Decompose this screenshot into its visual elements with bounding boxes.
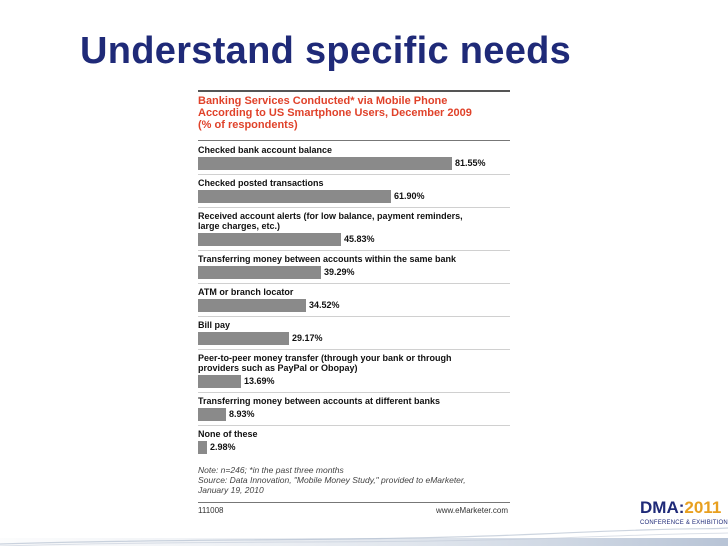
background-graphic — [0, 500, 728, 546]
chart-footer-id: 111008 — [198, 506, 224, 515]
row-separator — [198, 392, 510, 393]
bar — [198, 266, 321, 279]
chart-header-rule — [198, 140, 510, 141]
category-label: Peer-to-peer money transfer (through your bank or through providers such as PayPal or Obopay) — [198, 353, 452, 373]
data-label: 13.69% — [244, 376, 275, 386]
data-label: 61.90% — [394, 191, 425, 201]
dma-logo-text: DMA:2011 — [640, 498, 722, 517]
category-label: Checked posted transactions — [198, 178, 324, 188]
bar-track — [198, 332, 510, 345]
bar — [198, 157, 452, 170]
chart-row — [198, 287, 510, 312]
chart-title-line: (% of respondents) — [198, 119, 298, 131]
bar-track — [198, 375, 510, 388]
chart-row — [198, 254, 510, 279]
category-label: None of these — [198, 429, 258, 439]
row-separator — [198, 425, 510, 426]
row-separator — [198, 207, 510, 208]
bar — [198, 441, 207, 454]
bar-track — [198, 190, 510, 203]
data-label: 8.93% — [229, 409, 255, 419]
chart-title-line: Banking Services Conducted* via Mobile Phone — [198, 95, 448, 107]
row-separator — [198, 283, 510, 284]
bar-track — [198, 233, 510, 246]
chart-note-line: January 19, 2010 — [198, 485, 264, 495]
chart-note-line: Note: n=246; *in the past three months — [198, 465, 344, 475]
chart-row — [198, 429, 510, 454]
bar — [198, 233, 341, 246]
data-label: 39.29% — [324, 267, 355, 277]
row-separator — [198, 174, 510, 175]
row-separator — [198, 316, 510, 317]
chart-row — [198, 396, 510, 421]
chart-title — [198, 95, 508, 131]
category-label: Checked bank account balance — [198, 145, 333, 155]
bar — [198, 190, 391, 203]
chart-top-rule — [198, 90, 510, 92]
bar — [198, 332, 289, 345]
category-label: ATM or branch locator — [198, 287, 294, 297]
bar-track — [198, 408, 510, 421]
category-label: Transferring money between accounts at different banks — [198, 396, 441, 406]
data-label: 45.83% — [344, 234, 375, 244]
chart-footer-source: www.eMarketer.com — [435, 506, 508, 515]
chart-row — [198, 353, 510, 388]
bar-track — [198, 299, 510, 312]
bar — [198, 375, 241, 388]
dma-logo-subtitle: CONFERENCE & EXHIBITION — [640, 520, 728, 526]
chart-note — [198, 465, 510, 495]
data-label: 2.98% — [210, 442, 236, 452]
chart-row — [198, 320, 510, 345]
chart-title-line: According to US Smartphone Users, December 2009 — [198, 107, 472, 119]
chart-note-line: Source: Data Innovation, "Mobile Money Study," provided to eMarketer, — [198, 475, 466, 485]
bar-track — [198, 441, 510, 454]
row-separator — [198, 349, 510, 350]
category-label: Bill pay — [198, 320, 231, 330]
slide-title: Understand specific needs — [80, 30, 572, 72]
bar-track — [198, 157, 510, 170]
dma-logo — [640, 498, 728, 532]
row-separator — [198, 250, 510, 251]
bar — [198, 408, 226, 421]
bar — [198, 299, 306, 312]
chart-row — [198, 145, 510, 170]
data-label: 81.55% — [455, 158, 486, 168]
chart-row — [198, 178, 510, 203]
chart-row — [198, 211, 510, 246]
bar-chart — [196, 90, 512, 514]
category-label: Transferring money between accounts within the same bank — [198, 254, 457, 264]
data-label: 34.52% — [309, 300, 340, 310]
data-label: 29.17% — [292, 333, 323, 343]
bar-track — [198, 266, 510, 279]
category-label: Received account alerts (for low balance, payment reminders, large charges, etc.) — [198, 211, 463, 231]
